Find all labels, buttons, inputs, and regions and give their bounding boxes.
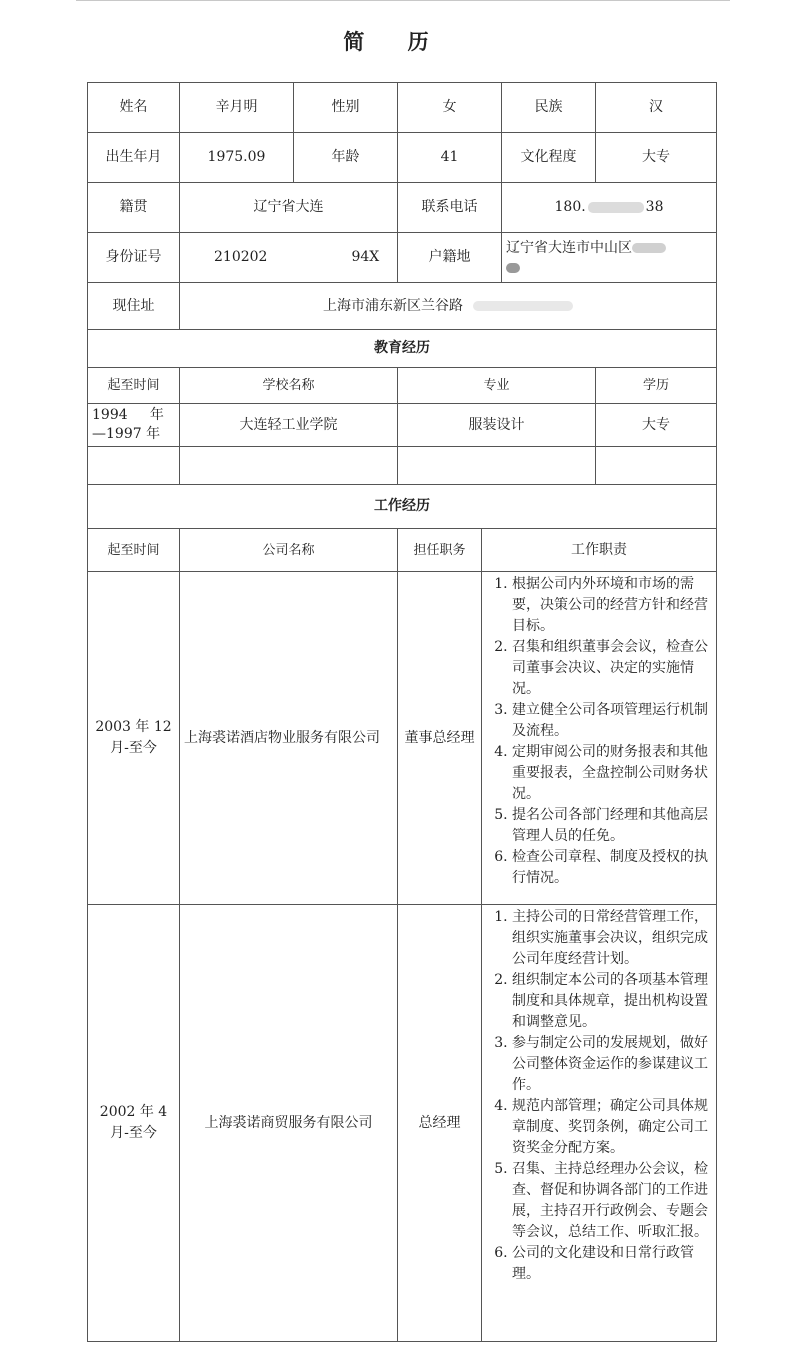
work-row	[88, 572, 717, 905]
work-header-row	[88, 529, 717, 572]
ethnicity-label: 民族	[502, 83, 596, 133]
edu-degree: 大专	[596, 404, 717, 447]
birth-label: 出生年月	[88, 133, 180, 183]
page-title: 简 历	[343, 29, 447, 54]
basic-row-3	[88, 183, 717, 233]
hukou-text: 辽宁省大连市中山区	[506, 239, 632, 256]
education-level-label: 文化程度	[502, 133, 596, 183]
ethnicity-value: 汉	[596, 83, 717, 133]
age-value: 41	[398, 133, 502, 183]
work-period: 2002 年 4 月-至今	[88, 905, 180, 1342]
phone-value	[502, 183, 717, 233]
address-label: 现住址	[88, 283, 180, 330]
age-label: 年龄	[294, 133, 398, 183]
edu-period-start: 1994 年	[92, 407, 164, 423]
empty-cell	[398, 447, 596, 485]
id-label: 身份证号	[88, 233, 180, 283]
education-row	[88, 404, 717, 447]
hukou-value	[502, 233, 717, 283]
work-header-position: 担任职务	[398, 529, 482, 572]
duty-item: 5. 召集、主持总经理办公会议，检查、督促和协调各部门的工作进展，主持召开行政例会、专题会等会议，总结工作、听取汇报。	[512, 1159, 710, 1243]
native-label: 籍贯	[88, 183, 180, 233]
name-label: 姓名	[88, 83, 180, 133]
duty-list	[488, 574, 710, 889]
work-company: 上海裘诺商贸服务有限公司	[180, 905, 398, 1342]
work-position: 董事总经理	[398, 572, 482, 905]
work-row	[88, 905, 717, 1342]
duty-item: 3. 参与制定公司的发展规划，做好公司整体资金运作的参谋建议工作。	[512, 1033, 710, 1096]
native-value: 辽宁省大连	[180, 183, 398, 233]
duty-item: 1. 主持公司的日常经营管理工作，组织实施董事会决议，组织完成公司年度经营计划。	[512, 907, 710, 970]
basic-row-2	[88, 133, 717, 183]
duty-item: 6. 公司的文化建设和日常行政管理。	[512, 1243, 710, 1285]
education-level-value: 大专	[596, 133, 717, 183]
work-duties	[482, 572, 717, 905]
duty-item: 4. 规范内部管理；确定公司具体规章制度、奖罚条例，确定公司工资奖金分配方案。	[512, 1096, 710, 1159]
work-period: 2003 年 12 月-至今	[88, 572, 180, 905]
edu-major: 服装设计	[398, 404, 596, 447]
empty-cell	[180, 447, 398, 485]
edu-period-end: —1997 年	[92, 426, 161, 442]
redaction-blur	[588, 202, 644, 213]
phone-label: 联系电话	[398, 183, 502, 233]
education-heading-row	[88, 330, 717, 368]
duty-item: 2. 组织制定本公司的各项基本管理制度和具体规章，提出机构设置和调整意见。	[512, 970, 710, 1033]
gender-value: 女	[398, 83, 502, 133]
name-value: 辛月明	[180, 83, 294, 133]
redaction-blur	[632, 243, 666, 253]
resume-table	[87, 82, 717, 1342]
address-text: 上海市浦东新区兰谷路	[323, 297, 463, 314]
education-header-row	[88, 368, 717, 404]
work-heading-row	[88, 485, 717, 529]
empty-cell	[596, 447, 717, 485]
redaction-blur	[473, 301, 573, 311]
edu-header-period: 起至时间	[88, 368, 180, 404]
top-divider	[76, 0, 730, 1]
edu-period	[88, 404, 180, 447]
edu-header-degree: 学历	[596, 368, 717, 404]
phone-suffix: 38	[645, 199, 664, 215]
basic-row-4	[88, 233, 717, 283]
duty-item: 3. 建立健全公司各项管理运行机制及流程。	[512, 700, 710, 742]
edu-header-major: 专业	[398, 368, 596, 404]
work-heading: 工作经历	[88, 485, 717, 529]
duty-item: 6. 检查公司章程、制度及授权的执行情况。	[512, 847, 710, 889]
id-value	[180, 233, 398, 283]
basic-row-1	[88, 83, 717, 133]
birth-value: 1975.09	[180, 133, 294, 183]
duty-list	[488, 907, 710, 1285]
work-header-duties: 工作职责	[482, 529, 717, 572]
duty-item: 2. 召集和组织董事会会议，检查公司董事会决议、决定的实施情况。	[512, 637, 710, 700]
address-value	[180, 283, 717, 330]
work-header-company: 公司名称	[180, 529, 398, 572]
id-prefix: 210202	[214, 249, 268, 265]
phone-prefix: 180.	[554, 199, 586, 215]
duty-item: 5. 提名公司各部门经理和其他高层管理人员的任免。	[512, 805, 710, 847]
redaction-blur	[506, 263, 520, 273]
empty-cell	[88, 447, 180, 485]
education-empty-row	[88, 447, 717, 485]
work-position: 总经理	[398, 905, 482, 1342]
edu-school: 大连轻工业学院	[180, 404, 398, 447]
work-duties	[482, 905, 717, 1342]
duty-item: 1. 根据公司内外环境和市场的需要，决策公司的经营方针和经营目标。	[512, 574, 710, 637]
education-heading: 教育经历	[88, 330, 717, 368]
work-company: 上海裘诺酒店物业服务有限公司	[180, 572, 398, 905]
basic-row-5	[88, 283, 717, 330]
hukou-label: 户籍地	[398, 233, 502, 283]
id-suffix: 94X	[351, 249, 380, 265]
duty-item: 4. 定期审阅公司的财务报表和其他重要报表，全盘控制公司财务状况。	[512, 742, 710, 805]
gender-label: 性别	[294, 83, 398, 133]
edu-header-school: 学校名称	[180, 368, 398, 404]
work-header-period: 起至时间	[88, 529, 180, 572]
